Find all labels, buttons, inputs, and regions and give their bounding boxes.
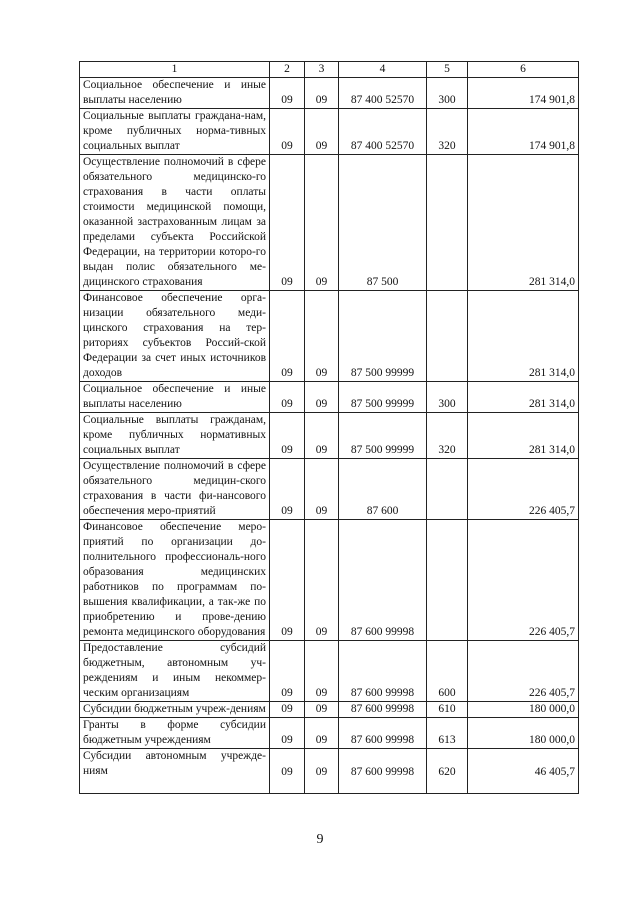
row-expense-type: 300	[427, 78, 468, 109]
row-subsection: 09	[305, 155, 339, 291]
row-amount: 174 901,8	[468, 78, 579, 109]
row-amount: 226 405,7	[468, 520, 579, 641]
row-subsection: 09	[305, 641, 339, 702]
row-subsection: 09	[305, 459, 339, 520]
row-name: Субсидии бюджетным учреж-дениям	[80, 702, 270, 718]
row-expense-type: 600	[427, 641, 468, 702]
table-header-row	[80, 62, 579, 78]
row-section: 09	[270, 413, 305, 459]
table-row	[80, 155, 579, 291]
row-expense-type	[427, 155, 468, 291]
row-subsection: 09	[305, 749, 339, 794]
row-target-code: 87 400 52570	[339, 78, 427, 109]
table-row	[80, 641, 579, 702]
row-section: 09	[270, 702, 305, 718]
row-target-code: 87 500	[339, 155, 427, 291]
row-expense-type: 320	[427, 413, 468, 459]
row-section: 09	[270, 459, 305, 520]
row-section: 09	[270, 520, 305, 641]
column-header-2: 2	[270, 62, 305, 78]
row-amount: 226 405,7	[468, 641, 579, 702]
column-header-4: 4	[339, 62, 427, 78]
column-header-5: 5	[427, 62, 468, 78]
row-name: Гранты в форме субсидии бюджетным учреждениям	[80, 718, 270, 749]
row-subsection: 09	[305, 109, 339, 155]
page-number: 9	[316, 832, 324, 847]
row-target-code: 87 500 99999	[339, 413, 427, 459]
row-target-code: 87 600 99998	[339, 749, 427, 794]
row-expense-type: 320	[427, 109, 468, 155]
row-name: Осуществление полномочий в сфере обязательного медицин-ского страхования в части фи-нансового обеспечения меро-приятий	[80, 459, 270, 520]
row-target-code: 87 600 99998	[339, 718, 427, 749]
row-section: 09	[270, 641, 305, 702]
row-target-code: 87 400 52570	[339, 109, 427, 155]
row-amount: 281 314,0	[468, 155, 579, 291]
row-expense-type: 610	[427, 702, 468, 718]
row-subsection: 09	[305, 718, 339, 749]
row-amount: 180 000,0	[468, 702, 579, 718]
table-row	[80, 520, 579, 641]
row-amount: 226 405,7	[468, 459, 579, 520]
column-header-1: 1	[80, 62, 270, 78]
row-subsection: 09	[305, 702, 339, 718]
row-amount: 180 000,0	[468, 718, 579, 749]
row-name: Предоставление субсидий бюджетным, автономным уч-реждениям и иным некоммер-ческим организациям	[80, 641, 270, 702]
row-expense-type: 620	[427, 749, 468, 794]
column-header-6: 6	[468, 62, 579, 78]
row-amount: 281 314,0	[468, 382, 579, 413]
row-section: 09	[270, 382, 305, 413]
row-amount: 174 901,8	[468, 109, 579, 155]
table-row	[80, 702, 579, 718]
row-target-code: 87 500 99999	[339, 291, 427, 382]
row-target-code: 87 600	[339, 459, 427, 520]
row-target-code: 87 600 99998	[339, 520, 427, 641]
table-row	[80, 109, 579, 155]
table-row	[80, 459, 579, 520]
table-row	[80, 413, 579, 459]
row-amount: 281 314,0	[468, 291, 579, 382]
row-expense-type	[427, 291, 468, 382]
row-expense-type	[427, 520, 468, 641]
row-subsection: 09	[305, 520, 339, 641]
row-expense-type: 300	[427, 382, 468, 413]
row-name: Осуществление полномочий в сфере обязательного медицинско-го страхования в части оплаты стоимости медицинской помощи, оказанной застрахованным лицам за пределами субъекта Российской Федерации, на территории которо-го выдан полис обязательного ме-дицинского страхования	[80, 155, 270, 291]
row-amount: 281 314,0	[468, 413, 579, 459]
table-row	[80, 382, 579, 413]
budget-table	[79, 61, 579, 794]
row-section: 09	[270, 109, 305, 155]
row-target-code: 87 600 99998	[339, 702, 427, 718]
row-amount: 46 405,7	[468, 749, 579, 794]
row-subsection: 09	[305, 382, 339, 413]
table-row	[80, 749, 579, 794]
row-name: Финансовое обеспечение меро-приятий по организации до-полнительного профессиональ-ного образования медицинских работников по программам по-вышения квалификации, а так-же по приобретению и прове-дению ремонта медицинского оборудования	[80, 520, 270, 641]
row-section: 09	[270, 749, 305, 794]
row-name: Социальные выплаты граждана-нам, кроме публичных норма-тивных социальных выплат	[80, 109, 270, 155]
row-subsection: 09	[305, 291, 339, 382]
row-section: 09	[270, 78, 305, 109]
row-name: Социальное обеспечение и иные выплаты населению	[80, 78, 270, 109]
row-expense-type	[427, 459, 468, 520]
row-name: Социальное обеспечение и иные выплаты населению	[80, 382, 270, 413]
row-name: Финансовое обеспечение орга-низации обязательного меди-цинского страхования на тер-риториях субъектов Россий-ской Федерации за счет иных источников доходов	[80, 291, 270, 382]
table-row	[80, 291, 579, 382]
row-subsection: 09	[305, 78, 339, 109]
row-target-code: 87 600 99998	[339, 641, 427, 702]
row-expense-type: 613	[427, 718, 468, 749]
row-name: Субсидии автономным учрежде-ниям	[80, 749, 270, 794]
row-name: Социальные выплаты гражданам, кроме публичных нормативных социальных выплат	[80, 413, 270, 459]
table-row	[80, 718, 579, 749]
table-row	[80, 78, 579, 109]
row-section: 09	[270, 718, 305, 749]
row-subsection: 09	[305, 413, 339, 459]
row-target-code: 87 500 99999	[339, 382, 427, 413]
column-header-3: 3	[305, 62, 339, 78]
row-section: 09	[270, 155, 305, 291]
row-section: 09	[270, 291, 305, 382]
